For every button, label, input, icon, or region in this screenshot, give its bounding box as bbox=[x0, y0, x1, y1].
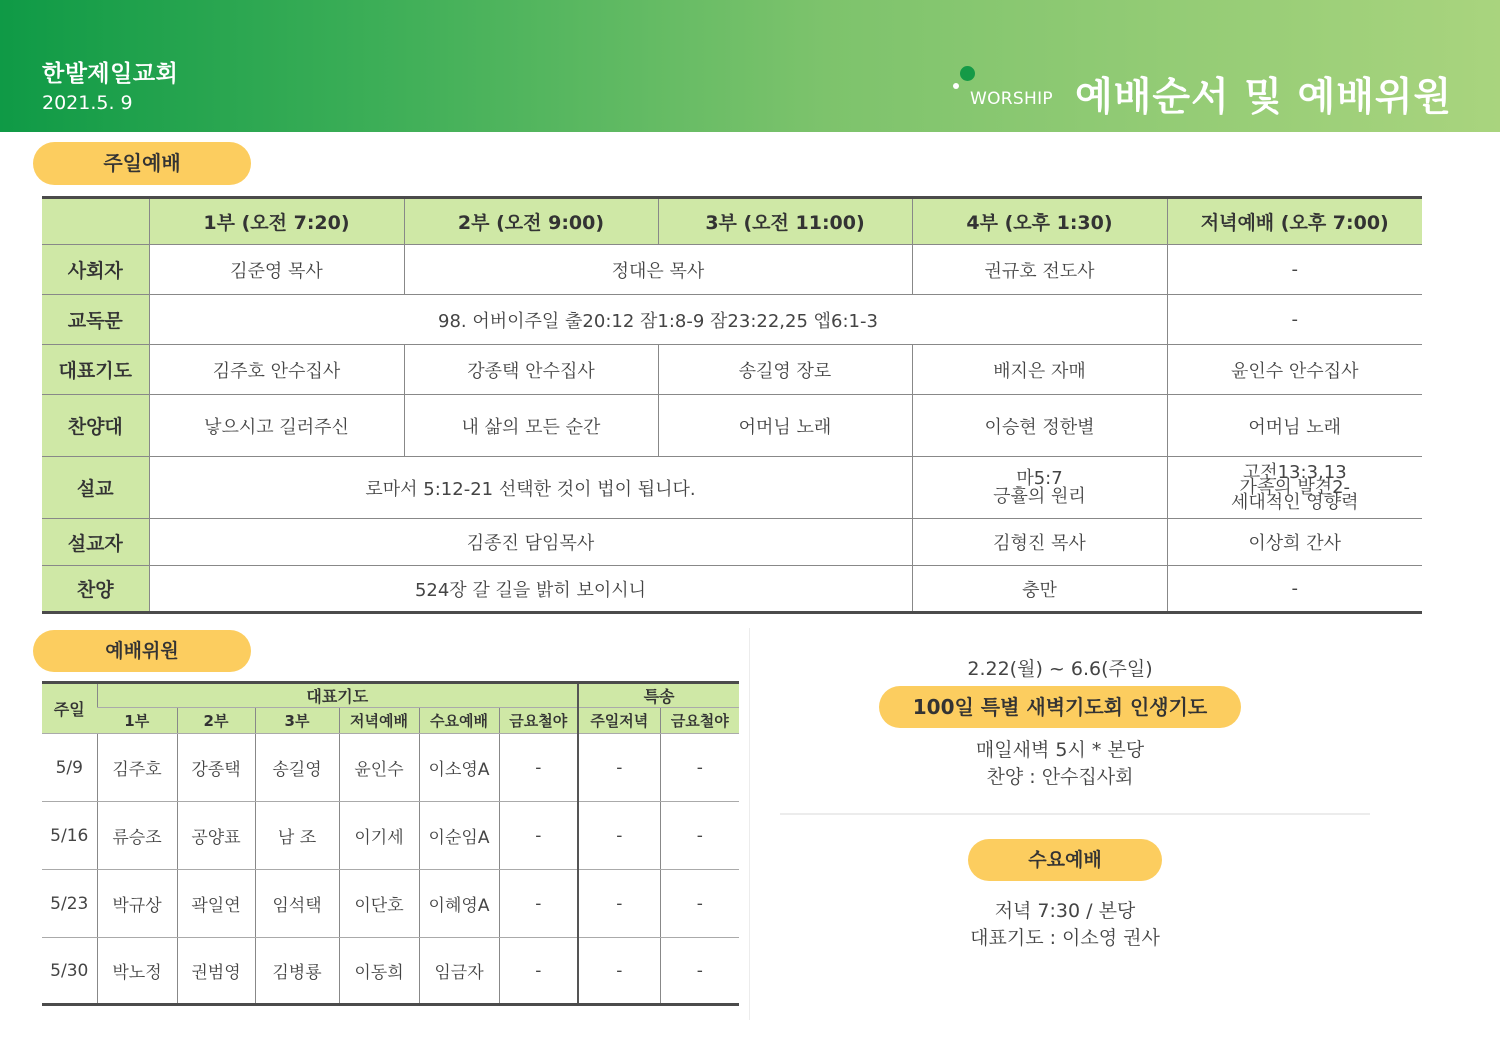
table-cell: 류승조 bbox=[97, 802, 177, 870]
sermon-text-line: 마5:7 bbox=[1016, 467, 1063, 489]
prayer-meeting-line1: 매일새벽 5시 * 본당 bbox=[975, 739, 1145, 761]
column-header: 저녁예배 bbox=[339, 708, 419, 734]
table-cell: 이상희 간사 bbox=[1167, 519, 1422, 566]
row-header: 찬양대 bbox=[42, 395, 149, 457]
table-cell: 곽일연 bbox=[177, 870, 255, 938]
column-header: 2부 (오전 9:00) bbox=[404, 198, 658, 245]
table-cell: 어머님 노래 bbox=[658, 395, 912, 457]
column-header: 1부 (오전 7:20) bbox=[149, 198, 404, 245]
wednesday-line2: 대표기도 : 이소영 권사 bbox=[970, 927, 1160, 949]
table-cell: 임금자 bbox=[419, 938, 499, 1005]
table-cell: - bbox=[578, 938, 660, 1005]
table-cell: 송길영 bbox=[255, 734, 339, 802]
table-cell: 김병룡 bbox=[255, 938, 339, 1005]
row-header: 설교 bbox=[42, 457, 149, 519]
header-prayer-group: 대표기도 bbox=[97, 683, 578, 708]
table-cell: 이동희 bbox=[339, 938, 419, 1005]
table-cell: 정대은 목사 bbox=[404, 245, 912, 295]
table-cell: 낳으시고 길러주신 bbox=[149, 395, 404, 457]
table-cell: 김종진 담임목사 bbox=[149, 519, 912, 566]
table-cell: - bbox=[578, 802, 660, 870]
table-row bbox=[42, 870, 739, 938]
table-cell: 이승현 정한별 bbox=[912, 395, 1167, 457]
prayer-meeting-line2: 찬양 : 안수집사회 bbox=[986, 766, 1134, 788]
row-date: 5/9 bbox=[42, 734, 97, 802]
section-pill-service: 주일예배 bbox=[33, 142, 251, 185]
table-cell: 김형진 목사 bbox=[912, 519, 1167, 566]
column-header: 수요예배 bbox=[419, 708, 499, 734]
table-cell: 박노정 bbox=[97, 938, 177, 1005]
worship-label: WORSHIP bbox=[970, 89, 1053, 109]
row-date: 5/16 bbox=[42, 802, 97, 870]
horizontal-divider bbox=[780, 813, 1370, 815]
column-header: 금요철야 bbox=[660, 708, 739, 734]
table-row-prayer bbox=[42, 345, 1422, 395]
table-cell: 김준영 목사 bbox=[149, 245, 404, 295]
table-cell: - bbox=[660, 870, 739, 938]
table-cell-sermon-evening bbox=[1167, 457, 1422, 519]
table-cell: 송길영 장로 bbox=[658, 345, 912, 395]
table-cell: - bbox=[660, 938, 739, 1005]
worship-staff-table bbox=[42, 681, 739, 1006]
green-dot-icon bbox=[960, 66, 975, 81]
table-cell: 강종택 안수집사 bbox=[404, 345, 658, 395]
table-cell: 강종택 bbox=[177, 734, 255, 802]
sermon-text-line: 긍휼의 원리 bbox=[993, 485, 1086, 507]
table-row-hymn bbox=[42, 566, 1422, 613]
church-name: 한밭제일교회 bbox=[42, 61, 179, 87]
table-cell: - bbox=[499, 938, 578, 1005]
table-cell: - bbox=[499, 734, 578, 802]
table-row bbox=[42, 734, 739, 802]
table-cell: - bbox=[660, 802, 739, 870]
section-pill-staff: 예배위원 bbox=[33, 630, 251, 672]
row-date: 5/23 bbox=[42, 870, 97, 938]
table-cell: - bbox=[499, 802, 578, 870]
white-dot-icon bbox=[953, 83, 959, 89]
wednesday-pill: 수요예배 bbox=[968, 839, 1162, 881]
table-cell: 윤인수 안수집사 bbox=[1167, 345, 1422, 395]
column-header: 1부 bbox=[97, 708, 177, 734]
column-header: 주일저녁 bbox=[578, 708, 660, 734]
row-header: 사회자 bbox=[42, 245, 149, 295]
table-cell: 김주호 bbox=[97, 734, 177, 802]
table-cell: 권규호 전도사 bbox=[912, 245, 1167, 295]
row-header: 설교자 bbox=[42, 519, 149, 566]
column-header: 2부 bbox=[177, 708, 255, 734]
table-cell: 임석택 bbox=[255, 870, 339, 938]
table-row-preacher bbox=[42, 519, 1422, 566]
table-cell: - bbox=[1167, 245, 1422, 295]
table-cell: 남 조 bbox=[255, 802, 339, 870]
staff-header-row bbox=[42, 683, 739, 708]
table-header-row bbox=[42, 198, 1422, 245]
header-special-group: 특송 bbox=[578, 683, 739, 708]
wednesday-line1: 저녁 7:30 / 본당 bbox=[994, 900, 1136, 922]
prayer-meeting-pill: 100일 특별 새벽기도회 인생기도 bbox=[879, 686, 1241, 728]
row-date: 5/30 bbox=[50, 960, 89, 981]
table-cell: 이혜영A bbox=[419, 870, 499, 938]
sermon-text-line: 세대적인 영향력 bbox=[1231, 492, 1359, 513]
table-cell: - bbox=[578, 734, 660, 802]
page-title: 예배순서 및 예배위원 bbox=[1075, 75, 1453, 120]
table-cell: - bbox=[578, 870, 660, 938]
column-header: 금요철야 bbox=[499, 708, 578, 734]
table-row bbox=[42, 938, 739, 1005]
sermon-text-line: 고전13:3,13 bbox=[1242, 462, 1347, 483]
table-cell: 권범영 bbox=[177, 938, 255, 1005]
table-cell: 김주호 안수집사 bbox=[149, 345, 404, 395]
table-cell: 배지은 자매 bbox=[912, 345, 1167, 395]
column-header: 3부 bbox=[255, 708, 339, 734]
table-cell: 이소영A bbox=[419, 734, 499, 802]
table-row-leader bbox=[42, 245, 1422, 295]
staff-subheader-row bbox=[42, 708, 739, 734]
table-cell: 윤인수 bbox=[339, 734, 419, 802]
table-cell: 충만 bbox=[912, 566, 1167, 613]
table-cell: - bbox=[499, 870, 578, 938]
table-cell: 이기세 bbox=[339, 802, 419, 870]
row-header: 대표기도 bbox=[42, 345, 149, 395]
table-cell: 이순임A bbox=[419, 802, 499, 870]
row-header: 찬양 bbox=[42, 566, 149, 613]
table-cell: - bbox=[1167, 566, 1422, 613]
table-cell: 524장 갈 길을 밝히 보이시니 bbox=[149, 566, 912, 613]
column-header: 저녁예배 (오후 7:00) bbox=[1167, 198, 1422, 245]
table-cell: - bbox=[660, 734, 739, 802]
table-cell: 박규상 bbox=[97, 870, 177, 938]
row-header: 교독문 bbox=[42, 295, 149, 345]
table-cell: 공양표 bbox=[177, 802, 255, 870]
table-cell: 내 삶의 모든 순간 bbox=[404, 395, 658, 457]
table-row bbox=[42, 802, 739, 870]
sermon-text-line: 가족의 발견2- bbox=[1239, 477, 1351, 498]
prayer-period: 2.22(월) ~ 6.6(주일) bbox=[967, 658, 1153, 680]
page-header bbox=[0, 0, 1500, 132]
table-cell: 이단호 bbox=[339, 870, 419, 938]
service-order-table bbox=[42, 196, 1422, 614]
corner-cell bbox=[42, 198, 149, 245]
column-header: 4부 (오후 1:30) bbox=[912, 198, 1167, 245]
vertical-divider bbox=[749, 628, 750, 1020]
table-cell: 어머님 노래 bbox=[1167, 395, 1422, 457]
table-cell-sermon-4 bbox=[912, 457, 1167, 519]
table-cell: 98. 어버이주일 출20:12 잠1:8-9 잠23:22,25 엡6:1-3 bbox=[149, 295, 1167, 345]
header-sunday: 주일 bbox=[42, 683, 97, 734]
column-header: 3부 (오전 11:00) bbox=[658, 198, 912, 245]
table-row-choir bbox=[42, 395, 1422, 457]
table-cell: - bbox=[1167, 295, 1422, 345]
bulletin-date: 2021.5. 9 bbox=[42, 92, 133, 114]
table-row-sermon bbox=[42, 457, 1422, 519]
table-row-reading bbox=[42, 295, 1422, 345]
table-cell: 로마서 5:12-21 선택한 것이 법이 됩니다. bbox=[149, 457, 912, 519]
